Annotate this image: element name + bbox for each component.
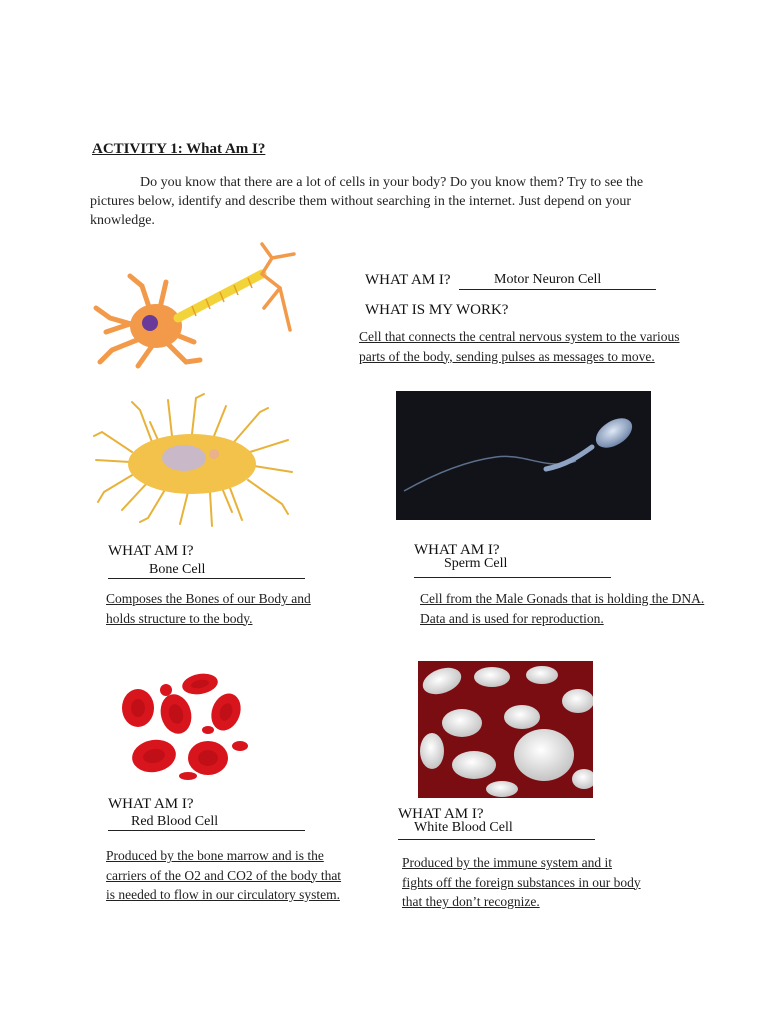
bone-desc-line-1: Composes the Bones of our Body and	[106, 591, 311, 606]
wbc-desc-line-1: Produced by the immune system and it	[402, 855, 612, 870]
sperm-description	[420, 589, 704, 628]
sperm-desc-line-2: Data and is used for reproduction.	[420, 610, 604, 626]
bone-answer-line	[108, 578, 305, 579]
rbc-answer: Red Blood Cell	[131, 814, 219, 829]
rbc-what-am-i-label: WHAT AM I?	[108, 796, 194, 812]
bone-answer: Bone Cell	[149, 562, 206, 577]
activity-title: ACTIVITY 1: What Am I?	[92, 141, 266, 157]
rbc-description	[106, 846, 341, 905]
activity-intro: Do you know that there are a lot of cells in your body? Do you know them? Try to see the pictures below, identify and describe them without searching in the internet. Just depend on your knowledge.	[90, 175, 644, 228]
motor-what-am-i-label: WHAT AM I?	[365, 272, 451, 288]
motor-desc-line-2: parts of the body, sending pulses as messages to move.	[359, 348, 655, 364]
wbc-answer: White Blood Cell	[414, 820, 513, 835]
wbc-answer-line	[398, 839, 595, 840]
motor-answer: Motor Neuron Cell	[494, 272, 602, 287]
rbc-answer-line	[108, 830, 305, 831]
wbc-desc-line-3: that they don’t recognize.	[402, 894, 540, 909]
motor-neuron-image	[90, 238, 310, 373]
sperm-desc-line-1: Cell from the Male Gonads that is holding the DNA.	[420, 591, 705, 606]
motor-answer-line	[459, 289, 656, 290]
bone-cell-image	[92, 392, 297, 530]
bone-description	[106, 589, 311, 628]
rbc-desc-line-1: Produced by the bone marrow and is the	[106, 848, 324, 863]
bone-desc-line-2: holds structure to the body.	[106, 610, 253, 626]
sperm-answer: Sperm Cell	[444, 556, 508, 571]
wbc-desc-line-2: fights off the foreign substances in our body	[402, 874, 641, 890]
sperm-what-am-i-label: WHAT AM I?	[414, 542, 500, 558]
motor-desc-line-1: Cell that connects the central nervous system to the various	[359, 329, 680, 344]
bone-what-am-i-label: WHAT AM I?	[108, 543, 194, 559]
sperm-cell-image	[396, 391, 651, 520]
white-blood-cells-image	[418, 661, 593, 798]
red-blood-cells-image	[112, 668, 254, 786]
wbc-description	[402, 853, 641, 912]
rbc-desc-line-3: is needed to flow in our circulatory system.	[106, 887, 340, 902]
rbc-desc-line-2: carriers of the O2 and CO2 of the body that	[106, 867, 342, 883]
sperm-answer-line	[414, 577, 611, 578]
motor-what-is-my-work-label: WHAT IS MY WORK?	[365, 302, 509, 318]
motor-description	[359, 327, 680, 366]
wbc-what-am-i-label: WHAT AM I?	[398, 806, 484, 822]
